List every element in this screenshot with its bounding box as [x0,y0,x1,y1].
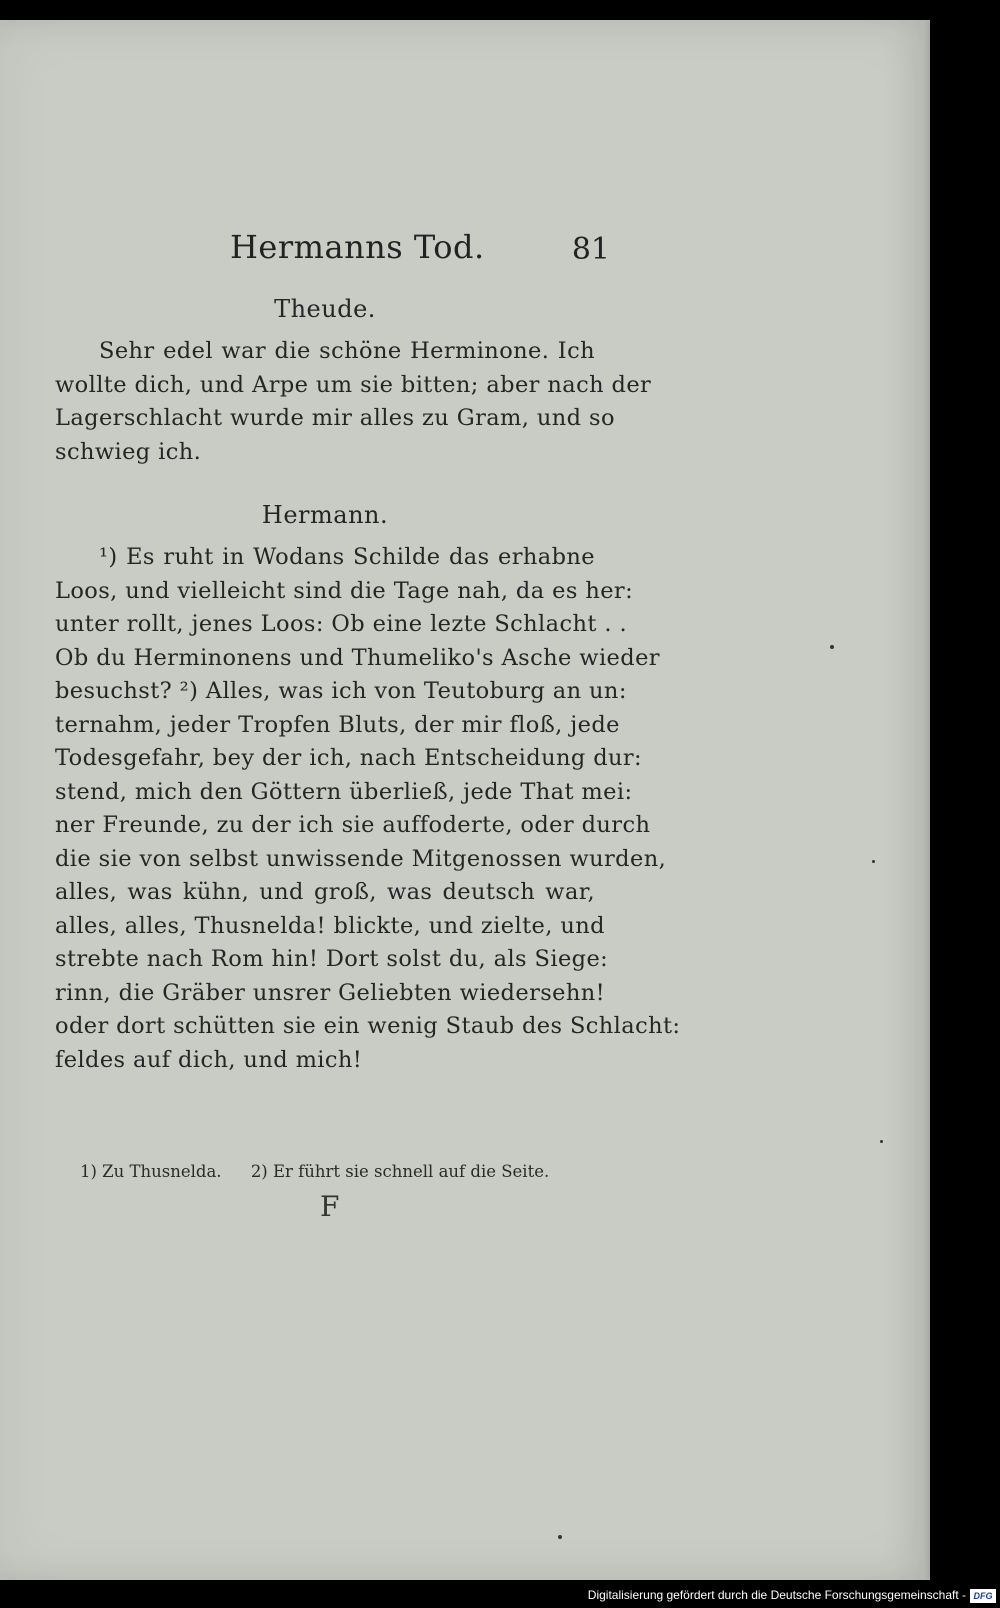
speaker-heading: Hermann. [261,501,389,529]
text-line: rinn, die Gräber unsrer Geliebten wiedersehn! [55,979,606,1006]
paper-speck [558,1535,562,1539]
paper-speck [872,860,875,863]
text-line: stend, mich den Göttern überließ, jede That mei: [55,778,633,805]
text-line: ¹) Es ruht in Wodans Schilde das erhabne [99,544,595,570]
paragraph [55,335,652,469]
footnote-1: 1) Zu Thusnelda. [80,1162,222,1181]
text-line: wollte dich, und Arpe um sie bitten; aber nach der [55,371,652,398]
signature-mark: F [320,1190,340,1223]
text-line: Sehr edel war die schöne Herminone. Ich [99,338,595,364]
text-line: strebte nach Rom hin! Dort solst du, als Siege: [55,946,609,972]
digitization-footer [0,1580,1000,1608]
footnotes [80,1162,580,1181]
text-line: besuchst? ²) Alles, was ich von Teutoburg an un: [55,678,627,704]
text-line: alles, alles, Thusnelda! blickte, und zielte, und [55,912,605,939]
running-head [230,228,610,278]
text-line: Ob du Herminonens und Thumeliko's Asche wieder [55,644,660,671]
running-head-title: Hermanns Tod. [230,228,485,266]
text-line: feldes auf dich, und mich! [55,1046,363,1073]
speaker-heading: Theude. [274,295,376,323]
footnote-2: 2) Er führt sie schnell auf die Seite. [250,1162,550,1181]
paper-speck [830,645,834,649]
text-line: alles, was kühn, und groß, was deutsch war, [55,879,595,905]
paragraph [55,541,681,1077]
text-line: Loos, und vielleicht sind die Tage nah, da es her: [55,577,634,604]
text-line: ner Freunde, zu der ich sie auffoderte, oder durch [55,812,651,838]
text-line: Todesgefahr, bey der ich, nach Entscheidung dur: [55,745,643,771]
page-number: 81 [571,232,610,267]
text-line: ternahm, jeder Tropfen Bluts, der mir floß, jede [55,711,620,738]
text-line: oder dort schütten sie ein wenig Staub des Schlacht: [55,1013,681,1039]
dfg-logo: DFG [970,1589,996,1603]
text-line: schwieg ich. [55,438,202,465]
text-line: unter rollt, jenes Loos: Ob eine lezte Schlacht . . [55,611,628,637]
text-line: die sie von selbst unwissende Mitgenossen wurden, [55,845,667,872]
digitization-credit: Digitalisierung gefördert durch die Deutsche Forschungsgemeinschaft - [587,1588,966,1602]
text-line: Lagerschlacht wurde mir alles zu Gram, und so [55,405,615,431]
page-edge [922,20,930,1580]
paper-speck [880,1140,883,1143]
text-block [55,295,681,1077]
